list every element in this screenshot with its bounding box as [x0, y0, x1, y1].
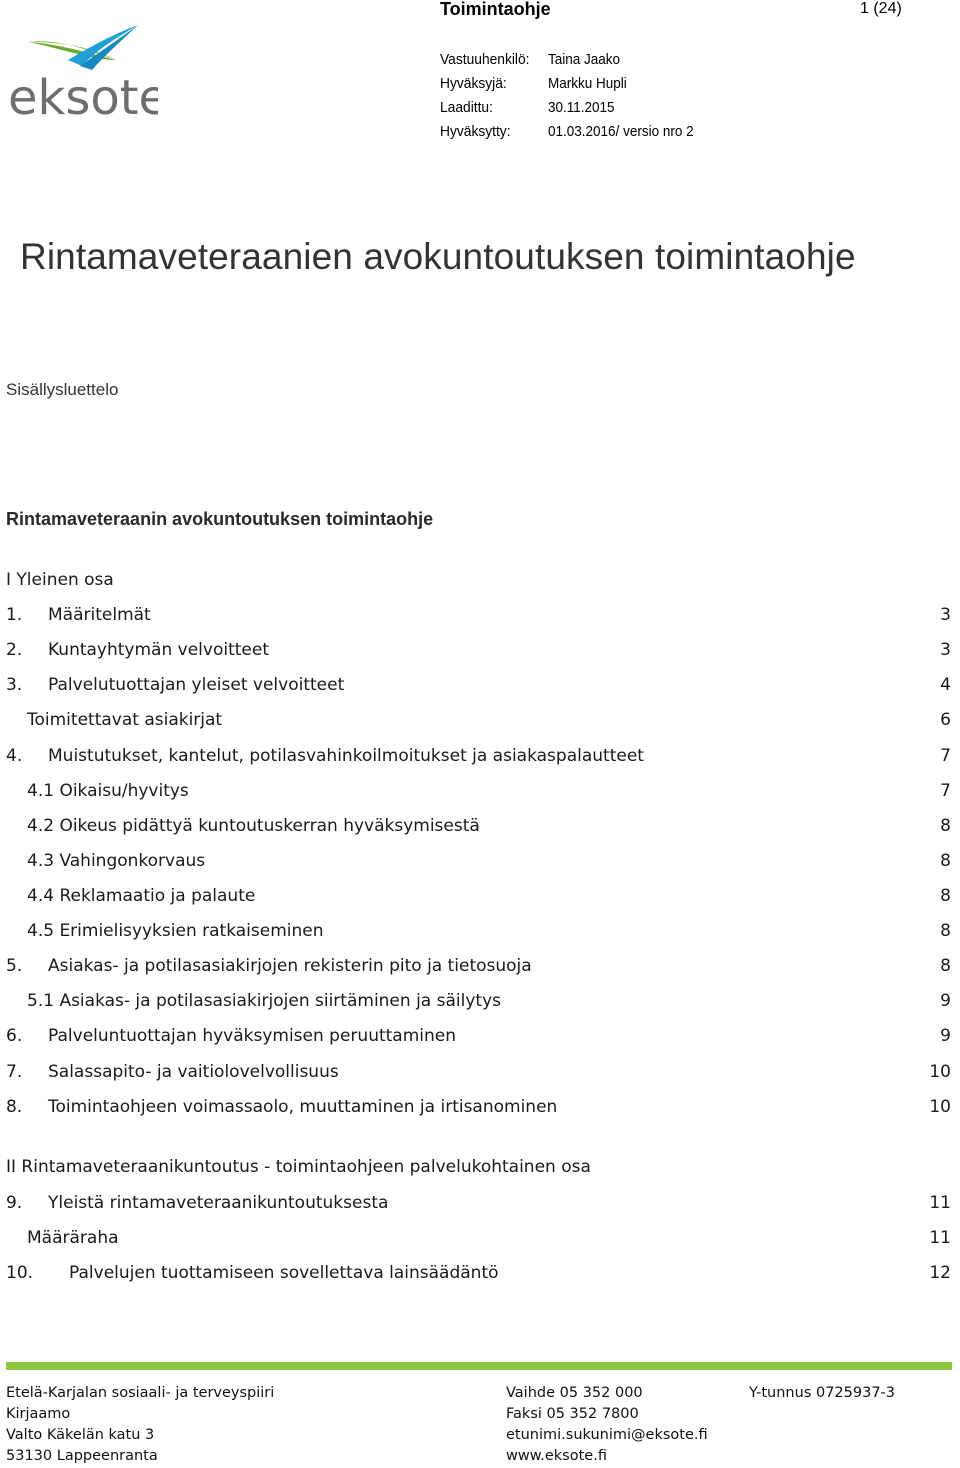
toc-entry-text: 4.5 Erimielisyyksien ratkaiseminen: [27, 921, 324, 941]
toc-entry[interactable]: [0, 710, 960, 734]
toc-entry-number: 1.: [6, 605, 23, 625]
toc-entry[interactable]: [0, 1062, 960, 1086]
toc-entry-text: Toimitettavat asiakirjat: [27, 710, 223, 730]
footer-email-link[interactable]: etunimi.sukunimi@eksote.fi: [506, 1427, 708, 1443]
toc-entry-text: Yleistä rintamaveteraanikuntoutuksesta: [48, 1193, 389, 1213]
toc-entry[interactable]: [0, 1026, 960, 1050]
toc-part-1: I Yleinen osa: [6, 570, 114, 590]
toc-entry-text: Toimintaohjeen voimassaolo, muuttaminen ja irtisanominen: [48, 1097, 558, 1117]
toc-entry-page: 3: [940, 605, 951, 625]
toc-entry-text: Määritelmät: [48, 605, 151, 625]
meta-row-created: [440, 99, 800, 123]
toc-entry[interactable]: [0, 956, 960, 980]
eksote-logo: [8, 20, 158, 120]
toc-entry-text: 4.2 Oikeus pidättyä kuntoutuskerran hyväksymisestä: [27, 816, 480, 836]
document-type: Toimintaohje: [440, 0, 551, 19]
toc-entry-page: 7: [940, 781, 951, 801]
toc-entry-page: 8: [940, 921, 951, 941]
toc-entry-page: 9: [940, 991, 951, 1011]
toc-entry[interactable]: [0, 640, 960, 664]
toc-entry[interactable]: [0, 816, 960, 840]
meta-row-responsible: [440, 51, 800, 75]
toc-entry-number: 5.: [6, 956, 23, 976]
toc-entry-text: Kuntayhtymän velvoitteet: [48, 640, 269, 660]
toc-entry-text: Salassapito- ja vaitiolovelvollisuus: [48, 1062, 339, 1082]
footer-line: 53130 Lappeenranta: [6, 1448, 158, 1464]
toc-entry[interactable]: [0, 1097, 960, 1121]
footer-line: Etelä-Karjalan sosiaali- ja terveyspiiri: [6, 1385, 275, 1401]
toc-entry-page: 11: [929, 1193, 951, 1213]
toc-entry-text: 4.4 Reklamaatio ja palaute: [27, 886, 256, 906]
toc-entry-page: 8: [940, 956, 951, 976]
toc-entry[interactable]: [0, 1228, 960, 1252]
toc-entry[interactable]: [0, 1263, 960, 1287]
toc-entry-number: 2.: [6, 640, 23, 660]
toc-entry-page: 7: [940, 746, 951, 766]
toc-entry-page: 8: [940, 851, 951, 871]
document-title: Rintamaveteraanien avokuntoutuksen toimintaohje: [20, 236, 856, 277]
toc-entry-page: 9: [940, 1026, 951, 1046]
meta-row-approved: [440, 123, 800, 147]
toc-entry-page: 12: [929, 1263, 951, 1283]
logo-wordmark: eksote: [8, 70, 158, 120]
footer-address: [6, 1383, 274, 1467]
toc-entry-text: 4.3 Vahingonkorvaus: [27, 851, 206, 871]
toc-entry[interactable]: [0, 675, 960, 699]
eksote-logo-graphic: [8, 20, 158, 120]
toc-entry-page: 3: [940, 640, 951, 660]
toc-entry-number: 6.: [6, 1026, 23, 1046]
footer-line: Vaihde 05 352 000: [506, 1385, 643, 1401]
toc-entry[interactable]: [0, 605, 960, 629]
footer-line: Valto Käkelän katu 3: [6, 1427, 155, 1443]
toc-entry-number: 7.: [6, 1062, 23, 1082]
footer-line: Faksi 05 352 7800: [506, 1406, 639, 1422]
toc-entry-number: 8.: [6, 1097, 23, 1117]
toc-entry-page: 6: [940, 710, 951, 730]
meta-value: 30.11.2015: [548, 99, 615, 116]
toc-entry-page: 10: [929, 1062, 951, 1082]
footer-divider: [6, 1362, 952, 1370]
toc-entry-text: Palveluntuottajan hyväksymisen peruuttaminen: [48, 1026, 457, 1046]
toc-entry-page: 11: [929, 1228, 951, 1248]
page-number: 1 (24): [860, 0, 902, 17]
toc-entry[interactable]: [0, 851, 960, 875]
meta-label: Hyväksytty:: [440, 123, 511, 140]
toc-entry-number: 9.: [6, 1193, 23, 1213]
toc-entry-page: 10: [929, 1097, 951, 1117]
toc-entry-text: Muistutukset, kantelut, potilasvahinkoilmoitukset ja asiakaspalautteet: [48, 746, 644, 766]
toc-entry-number: 10.: [6, 1263, 34, 1283]
toc-entry-number: 4.: [6, 746, 23, 766]
meta-label: Vastuuhenkilö:: [440, 51, 530, 68]
toc-entry-text: Asiakas- ja potilasasiakirjojen rekisterin pito ja tietosuoja: [48, 956, 532, 976]
meta-row-approver: [440, 75, 800, 99]
toc-entry-text: Palvelutuottajan yleiset velvoitteet: [48, 675, 345, 695]
toc-entry[interactable]: [0, 781, 960, 805]
meta-value: Markku Hupli: [548, 75, 627, 92]
footer-website-link[interactable]: www.eksote.fi: [506, 1448, 607, 1464]
meta-value: 01.03.2016/ versio nro 2: [548, 123, 694, 140]
toc-entry[interactable]: [0, 746, 960, 770]
footer-line: Y-tunnus 0725937-3: [749, 1385, 896, 1401]
toc-entry-page: 8: [940, 886, 951, 906]
toc-entry-number: 3.: [6, 675, 23, 695]
toc-entry-text: Määräraha: [27, 1228, 119, 1248]
toc-entry[interactable]: [0, 991, 960, 1015]
toc-entry[interactable]: [0, 921, 960, 945]
toc-part-2: II Rintamaveteraanikuntoutus - toimintaohjeen palvelukohtainen osa: [6, 1157, 591, 1177]
toc-entry[interactable]: [0, 1193, 960, 1217]
toc-heading: Sisällysluettelo: [6, 380, 119, 399]
footer-line: Kirjaamo: [6, 1406, 71, 1422]
footer-business-id: [749, 1383, 895, 1404]
document-metadata: [440, 51, 800, 147]
toc-entry-text: Palvelujen tuottamiseen sovellettava lainsäädäntö: [69, 1263, 499, 1283]
meta-label: Laadittu:: [440, 99, 493, 116]
meta-label: Hyväksyjä:: [440, 75, 507, 92]
toc-subtitle: Rintamaveteraanin avokuntoutuksen toimintaohje: [6, 509, 434, 529]
toc-entry-text: 4.1 Oikaisu/hyvitys: [27, 781, 189, 801]
toc-entry-text: 5.1 Asiakas- ja potilasasiakirjojen siirtäminen ja säilytys: [27, 991, 501, 1011]
toc-entry[interactable]: [0, 886, 960, 910]
meta-value: Taina Jaako: [548, 51, 621, 68]
toc-entry-page: 8: [940, 816, 951, 836]
footer-contact: [506, 1383, 708, 1467]
toc-entry-page: 4: [940, 675, 951, 695]
